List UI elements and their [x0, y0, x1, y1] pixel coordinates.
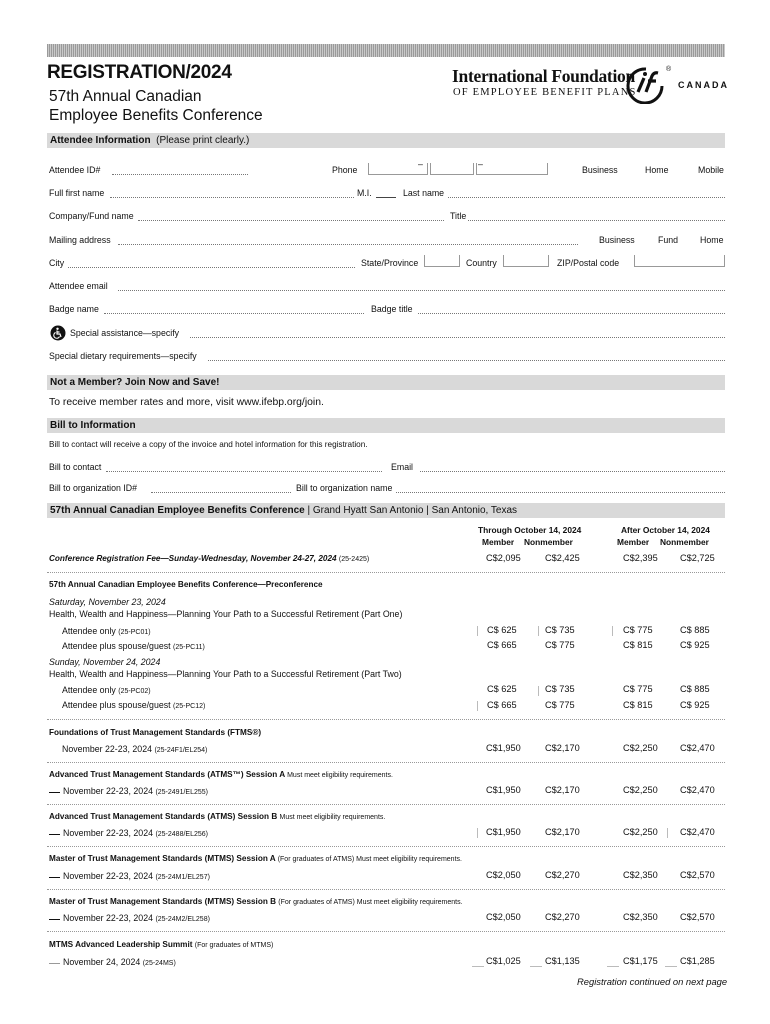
company-field[interactable]	[138, 220, 444, 221]
bill-org-name-label: Bill to organization name	[296, 483, 393, 493]
mtms-a-member-late[interactable]: C$2,350	[623, 870, 658, 880]
nonmember-header-2: Nonmember	[660, 537, 709, 547]
subtitle-line-2: Employee Benefits Conference	[49, 107, 263, 124]
state-field[interactable]	[424, 255, 460, 267]
mtms-b-option[interactable]: November 22-23, 2024 (25-24M2/EL258)	[49, 913, 210, 923]
country-label: Country	[466, 258, 497, 268]
mtms-b-title: Master of Trust Management Standards (MTMS) Session B (For graduates of ATMS) Must meet eligibility requirements.	[49, 897, 463, 906]
bill-section-bar: Bill to Information	[47, 418, 725, 433]
divider	[47, 846, 725, 847]
ifebp-logo	[452, 66, 732, 106]
phone-label: Phone	[332, 165, 358, 175]
badge-name-label: Badge name	[49, 304, 99, 314]
sunday-session: Health, Wealth and Happiness—Planning Your Path to a Successful Retirement (Part Two)	[49, 669, 402, 679]
atms-b-nonmember-early[interactable]: C$2,170	[545, 827, 580, 837]
mailing-field[interactable]	[118, 244, 578, 245]
leadership-title: MTMS Advanced Leadership Summit (For graduates of MTMS)	[49, 940, 274, 949]
fee-nonmember-late[interactable]: C$2,725	[680, 553, 715, 563]
logo-registered: ®	[666, 66, 672, 73]
checkbox-edge	[667, 828, 668, 838]
last-name-field[interactable]	[448, 197, 725, 198]
member-header-1: Member	[482, 537, 515, 547]
fee-member-late[interactable]: C$2,395	[623, 553, 658, 563]
atms-a-member-early[interactable]: C$1,950	[486, 785, 521, 795]
atms-b-member-early[interactable]: C$1,950	[486, 827, 521, 837]
checkbox-edge	[612, 626, 613, 636]
sat-plus-member-late[interactable]: C$ 815	[623, 640, 653, 650]
last-name-label: Last name	[403, 188, 445, 198]
atms-a-option[interactable]: November 22-23, 2024 (25-2491/EL255)	[49, 786, 208, 796]
sat-plus-member-early[interactable]: C$ 665	[487, 640, 517, 650]
checkbox-edge	[665, 966, 677, 967]
leadership-member-late[interactable]: C$1,175	[623, 956, 658, 966]
sat-only-nonmember-early[interactable]: C$ 735	[545, 625, 575, 635]
bill-org-id-label: Bill to organization ID#	[49, 483, 138, 493]
zip-field[interactable]	[634, 255, 725, 267]
logo-subname: OF EMPLOYEE BENEFIT PLANS	[453, 87, 637, 98]
divider	[47, 572, 725, 573]
bill-contact-field[interactable]	[106, 471, 382, 472]
fee-label: Conference Registration Fee—Sunday-Wednesday, November 24-27, 2024 (25-2425)	[49, 554, 370, 563]
attendee-id-field[interactable]	[112, 174, 248, 175]
checkbox-edge	[607, 966, 619, 967]
checkbox-edge	[530, 966, 542, 967]
member-section-bar: Not a Member? Join Now and Save!	[47, 375, 725, 390]
email-field[interactable]	[118, 290, 725, 291]
first-name-field[interactable]	[110, 197, 354, 198]
phone-number-field[interactable]	[476, 163, 548, 175]
leadership-member-early[interactable]: C$1,025	[486, 956, 521, 966]
subtitle-line-1: 57th Annual Canadian	[49, 88, 202, 105]
divider	[47, 889, 725, 890]
first-name-label: Full first name	[49, 188, 105, 198]
checkbox-edge	[538, 626, 539, 636]
logo-country: CANADA	[678, 80, 729, 90]
sun-only-nonmember-late[interactable]: C$ 885	[680, 684, 710, 694]
mtms-b-member-early[interactable]: C$2,050	[486, 912, 521, 922]
bill-org-name-field[interactable]	[396, 492, 725, 493]
atms-a-nonmember-early[interactable]: C$2,170	[545, 785, 580, 795]
divider	[47, 931, 725, 932]
nonmember-header-1: Nonmember	[524, 537, 573, 547]
divider	[47, 762, 725, 763]
sun-plus-nonmember-late[interactable]: C$ 925	[680, 700, 710, 710]
sat-attendee-only-option[interactable]: Attendee only (25-PC01)	[62, 626, 151, 636]
atms-a-nonmember-late[interactable]: C$2,470	[680, 785, 715, 795]
sat-only-nonmember-late[interactable]: C$ 885	[680, 625, 710, 635]
divider	[47, 804, 725, 805]
sun-plus-member-late[interactable]: C$ 815	[623, 700, 653, 710]
checkbox-edge	[472, 966, 484, 967]
continued-note: Registration continued on next page	[577, 976, 728, 987]
phone-home-option[interactable]: Home	[645, 165, 669, 175]
saturday-date: Saturday, November 23, 2024	[49, 597, 166, 607]
leadership-nonmember-late[interactable]: C$1,285	[680, 956, 715, 966]
title-field[interactable]	[468, 220, 725, 221]
bill-note: Bill to contact will receive a copy of the invoice and hotel information for this registration.	[49, 440, 368, 449]
sun-only-member-late[interactable]: C$ 775	[623, 684, 653, 694]
through-date-header: Through October 14, 2024	[478, 525, 582, 535]
sun-attendee-plus-option[interactable]: Attendee plus spouse/guest (25-PC12)	[62, 700, 206, 710]
sun-attendee-only-option[interactable]: Attendee only (25-PC02)	[62, 685, 151, 695]
state-label: State/Province	[361, 258, 419, 268]
mtms-a-member-early[interactable]: C$2,050	[486, 870, 521, 880]
conference-section-bar: 57th Annual Canadian Employee Benefits Conference | Grand Hyatt San Antonio | San Antonio, Texas	[47, 503, 725, 518]
logo-name: International Foundation	[452, 66, 635, 86]
member-join-text: To receive member rates and more, visit www.ifebp.org/join.	[49, 397, 324, 408]
saturday-session: Health, Wealth and Happiness—Planning Your Path to a Successful Retirement (Part One)	[49, 609, 403, 619]
sun-only-member-early[interactable]: C$ 625	[487, 684, 517, 694]
atms-b-nonmember-late[interactable]: C$2,470	[680, 827, 715, 837]
badge-title-field[interactable]	[418, 313, 725, 314]
checkbox-edge	[477, 701, 478, 711]
divider	[47, 719, 725, 720]
header-rule	[47, 44, 725, 57]
badge-title-label: Badge title	[371, 304, 413, 314]
phone-prefix-field[interactable]	[430, 163, 474, 175]
phone-dash-2: –	[478, 159, 483, 169]
atms-a-member-late[interactable]: C$2,250	[623, 785, 658, 795]
country-field[interactable]	[503, 255, 549, 267]
phone-business-option[interactable]: Business	[582, 165, 618, 175]
checkbox-edge	[477, 828, 478, 838]
leadership-nonmember-early[interactable]: C$1,135	[545, 956, 580, 966]
checkbox-edge	[477, 626, 478, 636]
badge-name-field[interactable]	[104, 313, 364, 314]
mtms-a-title: Master of Trust Management Standards (MTMS) Session A (For graduates of ATMS) Must meet eligibility requirements.	[49, 854, 462, 863]
company-label: Company/Fund name	[49, 211, 134, 221]
ftms-option[interactable]: November 22-23, 2024 (25-24F1/EL254)	[62, 744, 208, 754]
mtms-b-nonmember-late[interactable]: C$2,570	[680, 912, 715, 922]
bill-contact-label: Bill to contact	[49, 462, 102, 472]
phone-mobile-option[interactable]: Mobile	[698, 165, 724, 175]
city-field[interactable]	[68, 267, 355, 268]
mi-label: M.I.	[357, 188, 372, 198]
special-assistance-label: Special assistance—specify	[70, 328, 180, 338]
attendee-section-bar: Attendee Information (Please print clearly.)	[47, 133, 725, 148]
sat-plus-nonmember-early[interactable]: C$ 775	[545, 640, 575, 650]
sun-plus-nonmember-early[interactable]: C$ 775	[545, 700, 575, 710]
mi-field[interactable]	[376, 197, 396, 198]
ftms-nonmember-late[interactable]: C$2,470	[680, 743, 715, 753]
mtms-a-option[interactable]: November 22-23, 2024 (25-24M1/EL257)	[49, 871, 210, 881]
sat-plus-nonmember-late[interactable]: C$ 925	[680, 640, 710, 650]
city-label: City	[49, 258, 65, 268]
after-date-header: After October 14, 2024	[621, 525, 710, 535]
sun-plus-member-early[interactable]: C$ 665	[487, 700, 517, 710]
fee-member-early[interactable]: C$2,095	[486, 553, 521, 563]
email-label: Attendee email	[49, 281, 108, 291]
address-fund-option[interactable]: Fund	[658, 235, 679, 245]
page-title: REGISTRATION/2024	[47, 62, 232, 83]
address-business-option[interactable]: Business	[599, 235, 635, 245]
mtms-a-nonmember-late[interactable]: C$2,570	[680, 870, 715, 880]
checkbox-edge	[538, 686, 539, 696]
bill-email-field[interactable]	[420, 471, 725, 472]
dietary-field[interactable]	[208, 360, 725, 361]
atms-b-member-late[interactable]: C$2,250	[623, 827, 658, 837]
ftms-nonmember-early[interactable]: C$2,170	[545, 743, 580, 753]
ftms-member-early[interactable]: C$1,950	[486, 743, 521, 753]
phone-dash-1: –	[418, 159, 423, 169]
fee-nonmember-early[interactable]: C$2,425	[545, 553, 580, 563]
ftms-member-late[interactable]: C$2,250	[623, 743, 658, 753]
title-label: Title	[450, 211, 467, 221]
dietary-label: Special dietary requirements—specify	[49, 351, 197, 361]
atms-b-title: Advanced Trust Management Standards (ATMS) Session B Must meet eligibility requirements.	[49, 812, 386, 821]
sat-only-member-late[interactable]: C$ 775	[623, 625, 653, 635]
bill-email-label: Email	[391, 462, 413, 472]
special-assistance-field[interactable]	[190, 337, 725, 338]
mtms-b-member-late[interactable]: C$2,350	[623, 912, 658, 922]
member-header-2: Member	[617, 537, 650, 547]
sunday-date: Sunday, November 24, 2024	[49, 657, 161, 667]
attendee-id-label: Attendee ID#	[49, 165, 101, 175]
mailing-label: Mailing address	[49, 235, 111, 245]
preconference-title: 57th Annual Canadian Employee Benefits Conference—Preconference	[49, 580, 323, 589]
leadership-option[interactable]: November 24, 2024 (25-24MS)	[49, 957, 176, 967]
ftms-title: Foundations of Trust Management Standards (FTMS®)	[49, 728, 262, 737]
mtms-b-nonmember-early[interactable]: C$2,270	[545, 912, 580, 922]
logo-mark-icon	[624, 66, 668, 104]
bill-org-id-field[interactable]	[151, 492, 291, 493]
sun-only-nonmember-early[interactable]: C$ 735	[545, 684, 575, 694]
address-home-option[interactable]: Home	[700, 235, 724, 245]
zip-label: ZIP/Postal code	[557, 258, 620, 268]
mtms-a-nonmember-early[interactable]: C$2,270	[545, 870, 580, 880]
sat-only-member-early[interactable]: C$ 625	[487, 625, 517, 635]
accessibility-icon	[50, 325, 66, 341]
atms-a-title: Advanced Trust Management Standards (ATMS™) Session A Must meet eligibility requirements.	[49, 770, 393, 779]
sat-attendee-plus-option[interactable]: Attendee plus spouse/guest (25-PC11)	[62, 641, 205, 651]
atms-b-option[interactable]: November 22-23, 2024 (25-2488/EL256)	[49, 828, 208, 838]
